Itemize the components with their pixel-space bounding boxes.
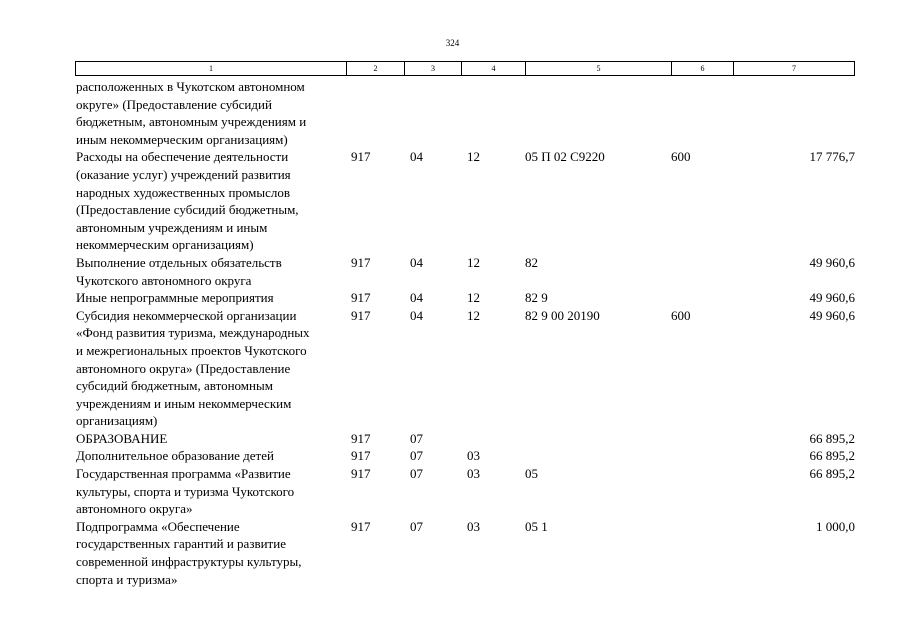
description-line: округе» (Предоставление субсидий xyxy=(76,96,272,112)
description-line: автономным учреждениям и иным xyxy=(76,219,268,235)
row-col-2: 917 xyxy=(351,254,371,270)
description-line: Государственная программа «Развитие xyxy=(76,466,291,482)
row-amount: 17 776,7 xyxy=(809,149,855,165)
description-line: «Фонд развития туризма, международных xyxy=(76,325,310,341)
row-amount: 66 895,2 xyxy=(809,430,855,446)
table-row xyxy=(0,289,905,307)
row-description xyxy=(76,289,351,307)
row-amount: 49 960,6 xyxy=(809,254,855,270)
row-col-2: 917 xyxy=(351,518,371,534)
row-amount: 66 895,2 xyxy=(809,448,855,464)
row-description xyxy=(76,465,351,518)
table-row xyxy=(0,447,905,465)
row-col-4: 12 xyxy=(467,254,480,270)
description-line: учреждениям и иным некоммерческим xyxy=(76,395,292,411)
table-row xyxy=(0,465,905,518)
row-col-4: 12 xyxy=(467,149,480,165)
row-description xyxy=(76,254,351,289)
row-col-2: 917 xyxy=(351,466,371,482)
row-col-5: 05 1 xyxy=(525,518,548,534)
row-description xyxy=(76,78,351,148)
row-description xyxy=(76,148,351,254)
description-line: (Предоставление субсидий бюджетным, xyxy=(76,202,299,218)
row-col-5: 05 П 02 С9220 xyxy=(525,149,605,165)
row-col-4: 12 xyxy=(467,290,480,306)
row-col-5: 82 9 xyxy=(525,290,548,306)
header-col-7: 7 xyxy=(792,64,796,73)
table-row xyxy=(0,430,905,448)
row-description xyxy=(76,430,351,448)
row-amount: 66 895,2 xyxy=(809,466,855,482)
row-col-2: 917 xyxy=(351,149,371,165)
description-line: Субсидия некоммерческой организации xyxy=(76,307,297,323)
row-amount: 49 960,6 xyxy=(809,307,855,323)
description-line: некоммерческим организациям) xyxy=(76,237,254,253)
row-col-2: 917 xyxy=(351,430,371,446)
header-col-3: 3 xyxy=(405,62,462,75)
description-line: ОБРАЗОВАНИЕ xyxy=(76,430,168,446)
description-line: иным некоммерческим организациям) xyxy=(76,131,288,147)
row-col-2: 917 xyxy=(351,290,371,306)
description-line: народных художественных промыслов xyxy=(76,184,291,200)
description-line: организациям) xyxy=(76,413,158,429)
page-number: 324 xyxy=(445,38,460,48)
row-col-3: 07 xyxy=(410,430,423,446)
header-col-4: 4 xyxy=(462,62,526,75)
row-col-5: 82 xyxy=(525,254,538,270)
row-col-6: 600 xyxy=(671,149,691,165)
description-line: расположенных в Чукотском автономном xyxy=(76,79,305,94)
description-line: (оказание услуг) учреждений развития xyxy=(76,166,291,182)
row-col-2: 917 xyxy=(351,307,371,323)
description-line: Выполнение отдельных обязательств xyxy=(76,254,282,270)
table-row xyxy=(0,518,905,588)
row-col-3: 07 xyxy=(410,448,423,464)
row-description xyxy=(76,307,351,430)
description-line: спорта и туризма» xyxy=(76,571,178,587)
table-row xyxy=(0,148,905,254)
row-description xyxy=(76,518,351,588)
description-line: субсидий бюджетным, автономным xyxy=(76,378,273,394)
header-col-1: 1 xyxy=(76,62,347,75)
table-row xyxy=(0,307,905,430)
description-line: Подпрограмма «Обеспечение xyxy=(76,518,240,534)
row-col-5: 05 xyxy=(525,466,538,482)
description-line: Расходы на обеспечение деятельности xyxy=(76,149,289,165)
row-col-3: 04 xyxy=(410,254,423,270)
description-line: автономного округа» (Предоставление xyxy=(76,360,291,376)
row-amount: 1 000,0 xyxy=(816,518,855,534)
row-col-4: 12 xyxy=(467,307,480,323)
description-line: автономного округа» xyxy=(76,501,193,517)
table-header xyxy=(75,61,855,76)
row-col-3: 07 xyxy=(410,518,423,534)
row-col-3: 07 xyxy=(410,466,423,482)
description-line: бюджетным, автономным учреждениям и xyxy=(76,114,307,130)
description-line: культуры, спорта и туризма Чукотского xyxy=(76,483,295,499)
description-line: современной инфраструктуры культуры, xyxy=(76,554,302,570)
header-col-2: 2 xyxy=(347,62,405,75)
description-line: государственных гарантий и развитие xyxy=(76,536,286,552)
description-line: и межрегиональных проектов Чукотского xyxy=(76,342,307,358)
description-line: Чукотского автономного округа xyxy=(76,272,252,288)
row-col-4: 03 xyxy=(467,466,480,482)
table-row xyxy=(0,78,905,148)
row-description xyxy=(76,447,351,465)
row-col-4: 03 xyxy=(467,448,480,464)
header-col-6: 6 xyxy=(672,62,734,75)
description-line: Иные непрограммные мероприятия xyxy=(76,290,274,306)
row-col-3: 04 xyxy=(410,307,423,323)
row-col-5: 82 9 00 20190 xyxy=(525,307,600,323)
header-col-5: 5 xyxy=(526,62,672,75)
row-col-3: 04 xyxy=(410,149,423,165)
table-row xyxy=(0,254,905,289)
description-line: Дополнительное образование детей xyxy=(76,448,274,464)
row-col-4: 03 xyxy=(467,518,480,534)
row-amount: 49 960,6 xyxy=(809,290,855,306)
table-body xyxy=(0,78,905,588)
row-col-6: 600 xyxy=(671,307,691,323)
row-col-2: 917 xyxy=(351,448,371,464)
row-col-3: 04 xyxy=(410,290,423,306)
